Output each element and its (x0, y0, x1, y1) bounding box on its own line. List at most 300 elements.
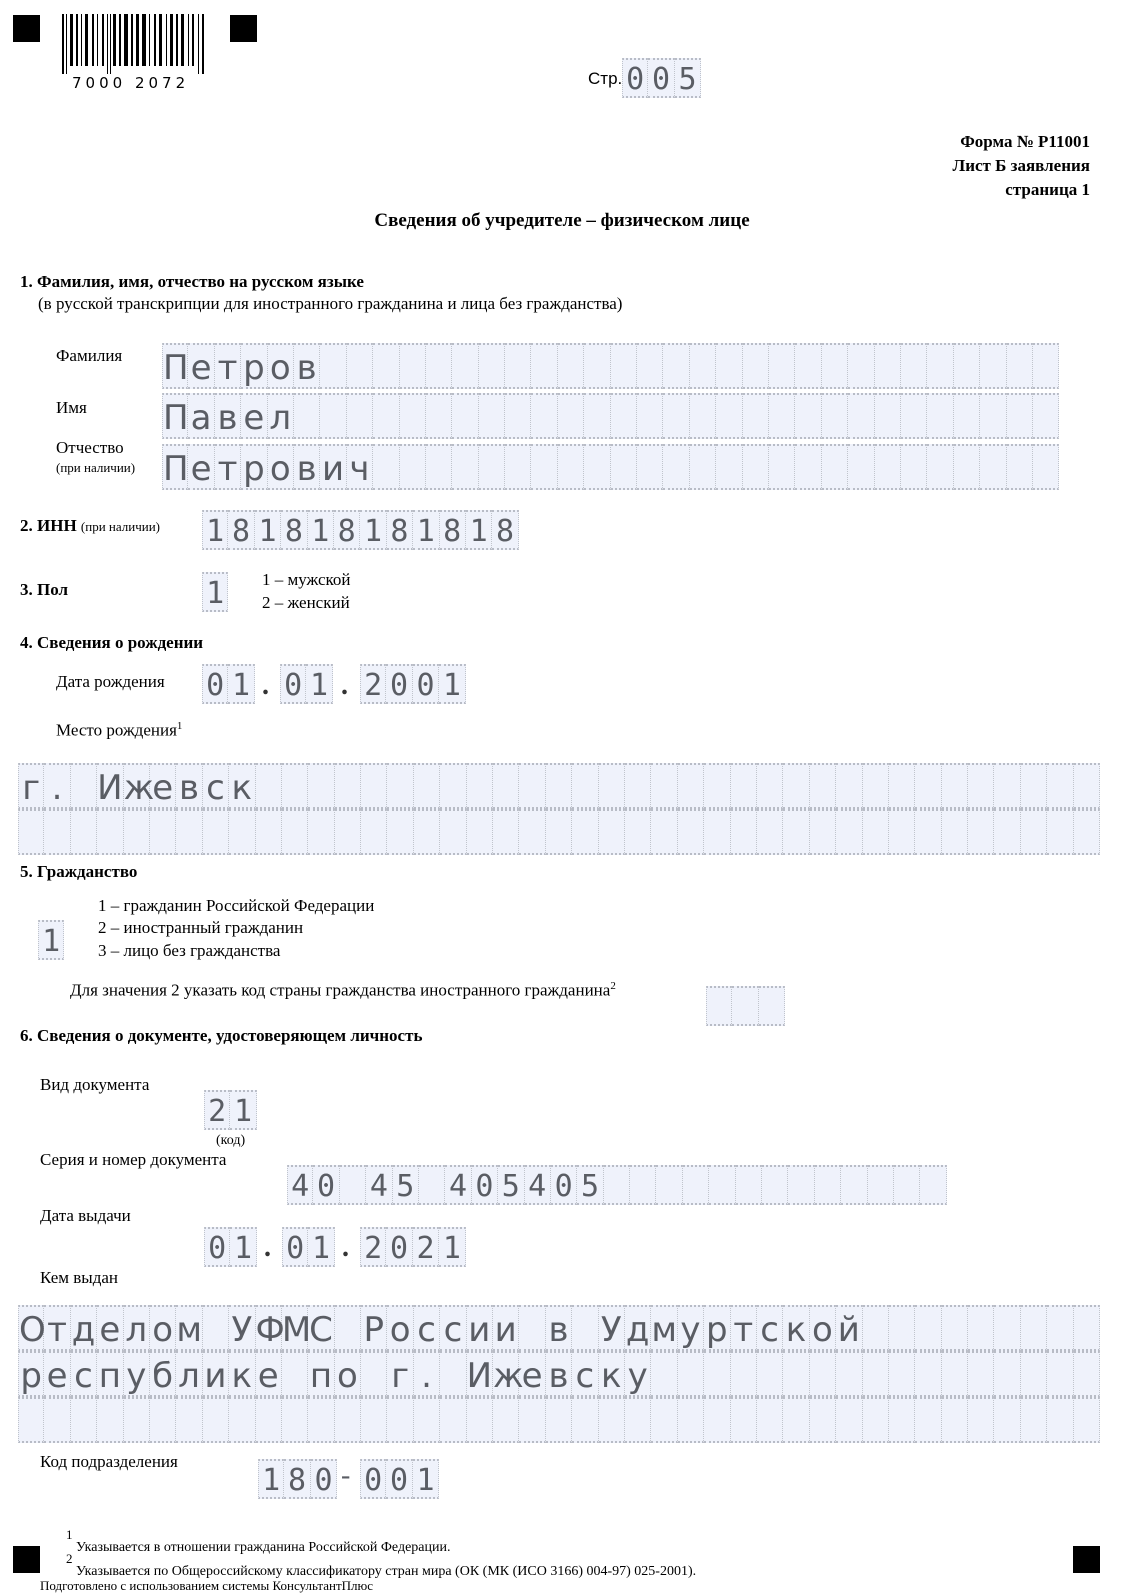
char-cell (320, 343, 346, 389)
char-cell (757, 1397, 783, 1443)
char-cell (757, 1351, 783, 1397)
char-cell: С (308, 1305, 334, 1351)
char-cell: 1 (306, 664, 332, 704)
char-cell: 8 (492, 510, 518, 550)
issue-year-field[interactable] (360, 1227, 466, 1267)
char-cell: 1 (413, 1459, 439, 1499)
char-cell (836, 1397, 862, 1443)
char-cell (479, 393, 505, 439)
char-cell (994, 1305, 1020, 1351)
char-cell: 4 (287, 1165, 313, 1205)
citizenship-option-2: 2 – иностранный гражданин (98, 918, 304, 937)
char-cell (256, 1397, 282, 1443)
char-cell: ж (124, 763, 150, 809)
char-cell: и (493, 1305, 519, 1351)
char-cell (920, 1165, 946, 1205)
char-cell (387, 809, 413, 855)
char-cell (1074, 809, 1100, 855)
char-cell: 1 (230, 1227, 256, 1267)
char-cell (361, 1351, 387, 1397)
char-cell (531, 444, 557, 490)
char-cell (611, 444, 637, 490)
char-cell: У (229, 1305, 255, 1351)
char-cell (387, 763, 413, 809)
char-cell: в (294, 444, 320, 490)
section-5-heading: 5. Гражданство (20, 862, 138, 881)
country-code-label: Для значения 2 указать код страны гражданства иностранного гражданина$^2$ (70, 980, 616, 1000)
char-cell: 2 (204, 1090, 230, 1130)
char-cell (1033, 444, 1059, 490)
char-cell (637, 343, 663, 389)
char-cell: 1 (38, 920, 64, 960)
char-cell (875, 393, 901, 439)
char-cell (678, 809, 704, 855)
char-cell (479, 343, 505, 389)
char-cell: 0 (472, 1165, 498, 1205)
char-cell: к (229, 1351, 255, 1397)
char-cell: т (44, 1305, 70, 1351)
char-cell (625, 1397, 651, 1443)
char-cell (868, 1165, 894, 1205)
name-label: Имя (56, 398, 87, 417)
char-cell: 0 (413, 664, 439, 704)
char-cell (426, 393, 452, 439)
char-cell (1021, 1351, 1047, 1397)
doc-type-field[interactable] (204, 1090, 257, 1130)
char-cell (889, 763, 915, 809)
char-cell (968, 809, 994, 855)
char-cell (467, 1397, 493, 1443)
char-cell (795, 343, 821, 389)
char-cell: И (97, 763, 123, 809)
surname-label: Фамилия (56, 346, 123, 365)
char-cell: с (203, 763, 229, 809)
char-cell (519, 809, 545, 855)
char-cell: 0 (311, 1459, 337, 1499)
char-cell (757, 763, 783, 809)
char-cell (769, 393, 795, 439)
char-cell: 8 (440, 510, 466, 550)
char-cell: 0 (386, 664, 412, 704)
char-cell: с (71, 1351, 97, 1397)
char-cell (1007, 444, 1033, 490)
gender-option-2: 2 – женский (262, 593, 350, 612)
char-cell (467, 763, 493, 809)
surname-field[interactable] (162, 343, 1059, 389)
char-cell (822, 343, 848, 389)
char-cell (810, 809, 836, 855)
char-cell (400, 444, 426, 490)
char-cell (1074, 763, 1100, 809)
char-cell (716, 444, 742, 490)
char-cell (44, 809, 70, 855)
issued-by-line-2[interactable] (18, 1351, 1100, 1397)
char-cell (572, 809, 598, 855)
char-cell (783, 1397, 809, 1443)
char-cell (731, 1397, 757, 1443)
corner-marker-top-right (230, 15, 257, 42)
char-cell (663, 343, 689, 389)
char-cell (572, 1305, 598, 1351)
char-cell (419, 1165, 445, 1205)
char-cell (875, 343, 901, 389)
issue-day-field[interactable] (204, 1227, 257, 1267)
char-cell: . (414, 1351, 440, 1397)
char-cell (97, 809, 123, 855)
char-cell: е (256, 1351, 282, 1397)
section-2-heading (20, 516, 160, 536)
char-cell (690, 343, 716, 389)
char-cell (584, 444, 610, 490)
char-cell (1047, 1305, 1073, 1351)
char-cell (848, 343, 874, 389)
char-cell (762, 1165, 788, 1205)
char-cell: Р (361, 1305, 387, 1351)
char-cell (335, 1305, 361, 1351)
barcode-icon (62, 14, 208, 74)
char-cell: в (546, 1351, 572, 1397)
char-cell (769, 444, 795, 490)
char-cell: 0 (551, 1165, 577, 1205)
char-cell: т (215, 343, 241, 389)
char-cell (927, 393, 953, 439)
footnote-2: Указывается по Общероссийскому классификатору стран мира (ОК (МК (ИСО 3166) 004-97) 025-2001). (76, 1564, 697, 1579)
char-cell (572, 763, 598, 809)
char-cell (757, 809, 783, 855)
char-cell (505, 343, 531, 389)
char-cell (706, 986, 732, 1026)
char-cell: а (188, 393, 214, 439)
char-cell (546, 809, 572, 855)
char-cell (836, 763, 862, 809)
patronymic-field[interactable] (162, 444, 1059, 490)
citizenship-option-1: 1 – гражданин Российской Федерации (98, 896, 375, 915)
char-cell: 4 (445, 1165, 471, 1205)
char-cell: т (731, 1305, 757, 1351)
char-cell: 8 (334, 510, 360, 550)
char-cell (704, 1397, 730, 1443)
char-cell (599, 1397, 625, 1443)
char-cell: о (150, 1305, 176, 1351)
gender-field[interactable] (202, 572, 228, 612)
char-cell: м (651, 1305, 677, 1351)
char-cell (915, 809, 941, 855)
division-code-separator: - (341, 1460, 351, 1491)
char-cell: в (176, 763, 202, 809)
char-cell (452, 444, 478, 490)
char-cell (863, 809, 889, 855)
char-cell (625, 809, 651, 855)
char-cell (1021, 809, 1047, 855)
section-1-subheading: (в русской транскрипции для иностранного гражданина и лица без гражданства) (38, 294, 623, 313)
char-cell (731, 809, 757, 855)
char-cell (863, 763, 889, 809)
char-cell (759, 986, 785, 1026)
char-cell (848, 444, 874, 490)
char-cell (229, 809, 255, 855)
char-cell: П (162, 343, 188, 389)
char-cell: у (678, 1305, 704, 1351)
char-cell: л (124, 1305, 150, 1351)
issued-by-line-1[interactable] (18, 1305, 1100, 1351)
char-cell (716, 393, 742, 439)
char-cell (505, 393, 531, 439)
char-cell (1021, 1397, 1047, 1443)
char-cell (18, 809, 44, 855)
char-cell (637, 393, 663, 439)
char-cell: е (188, 343, 214, 389)
char-cell (625, 763, 651, 809)
division-code-part-1[interactable] (258, 1459, 337, 1499)
char-cell (942, 1397, 968, 1443)
char-cell (968, 763, 994, 809)
char-cell: 5 (498, 1165, 524, 1205)
char-cell: 1 (439, 1227, 465, 1267)
char-cell: с (440, 1305, 466, 1351)
char-cell (743, 393, 769, 439)
char-cell (942, 763, 968, 809)
char-cell: к (599, 1351, 625, 1397)
char-cell (440, 1397, 466, 1443)
char-cell: 8 (228, 510, 254, 550)
char-cell (282, 1351, 308, 1397)
char-cell (651, 1397, 677, 1443)
issued-by-line-3[interactable] (18, 1397, 1100, 1443)
char-cell: ч (347, 444, 373, 490)
series-label: Серия и номер документа (40, 1150, 227, 1169)
page-digit: 0 (622, 58, 648, 98)
char-cell (611, 393, 637, 439)
country-code-field[interactable] (706, 986, 785, 1026)
patronymic-note: (при наличии) (56, 460, 136, 475)
char-cell (795, 393, 821, 439)
char-cell (901, 393, 927, 439)
char-cell: с (572, 1351, 598, 1397)
birth-year-field[interactable] (360, 664, 466, 704)
char-cell (373, 393, 399, 439)
char-cell: 1 (308, 1227, 334, 1267)
char-cell (915, 763, 941, 809)
char-cell (954, 444, 980, 490)
char-cell (124, 809, 150, 855)
char-cell (1033, 393, 1059, 439)
char-cell: к (229, 763, 255, 809)
section-4-heading: 4. Сведения о рождении (20, 633, 204, 652)
char-cell (531, 343, 557, 389)
char-cell (651, 763, 677, 809)
footnote-1: Указывается в отношении гражданина Российской Федерации. (76, 1540, 451, 1555)
char-cell (980, 444, 1006, 490)
footnote-ref: 2 (610, 980, 616, 992)
char-cell (505, 444, 531, 490)
citizenship-field[interactable] (38, 920, 64, 960)
char-cell (841, 1165, 867, 1205)
char-cell: о (335, 1351, 361, 1397)
char-cell (1047, 1351, 1073, 1397)
char-cell (927, 444, 953, 490)
char-cell (656, 1165, 682, 1205)
char-cell (584, 343, 610, 389)
char-cell (1021, 763, 1047, 809)
char-cell (282, 1397, 308, 1443)
char-cell (690, 444, 716, 490)
char-cell: в (215, 393, 241, 439)
char-cell: О (18, 1305, 44, 1351)
char-cell (18, 1397, 44, 1443)
page-digit: 0 (648, 58, 674, 98)
char-cell (519, 763, 545, 809)
section-1-heading: 1. Фамилия, имя, отчество на русском языке (20, 272, 364, 291)
char-cell (683, 1165, 709, 1205)
prepared-by: Подготовлено с использованием системы КонсультантПлюс (40, 1578, 374, 1593)
char-cell (572, 1397, 598, 1443)
inn-note: (при наличии) (80, 519, 160, 534)
name-field[interactable] (162, 393, 1059, 439)
char-cell: д (71, 1305, 97, 1351)
char-cell: 1 (439, 664, 465, 704)
form-page: страница 1 (1005, 180, 1090, 199)
char-cell: в (546, 1305, 572, 1351)
char-cell (294, 393, 320, 439)
char-cell (493, 763, 519, 809)
birth-month-field[interactable] (280, 664, 333, 704)
char-cell: 8 (387, 510, 413, 550)
char-cell: П (162, 444, 188, 490)
char-cell: о (268, 343, 294, 389)
char-cell (361, 809, 387, 855)
char-cell: 1 (255, 510, 281, 550)
doc-type-note: (код) (216, 1133, 246, 1148)
char-cell (927, 343, 953, 389)
char-cell (716, 343, 742, 389)
footnote-number: 2 (66, 1551, 73, 1566)
char-cell: И (467, 1351, 493, 1397)
char-cell (150, 809, 176, 855)
char-cell (863, 1397, 889, 1443)
char-cell (980, 393, 1006, 439)
char-cell (452, 343, 478, 389)
char-cell (822, 444, 848, 490)
char-cell: 1 (308, 510, 334, 550)
char-cell (203, 809, 229, 855)
char-cell (308, 809, 334, 855)
footnote-ref: 1 (176, 720, 183, 732)
char-cell (373, 343, 399, 389)
char-cell: и (467, 1305, 493, 1351)
char-cell: ж (493, 1351, 519, 1397)
char-cell (479, 444, 505, 490)
char-cell (519, 1397, 545, 1443)
page-label: Стр. (588, 69, 623, 88)
char-cell (954, 343, 980, 389)
char-cell (875, 444, 901, 490)
char-cell (704, 1351, 730, 1397)
char-cell (256, 763, 282, 809)
char-cell: 1 (413, 510, 439, 550)
char-cell (795, 444, 821, 490)
char-cell (743, 444, 769, 490)
date-separator: . (342, 1232, 349, 1263)
char-cell (44, 1397, 70, 1443)
date-separator: . (264, 1232, 271, 1263)
char-cell (889, 809, 915, 855)
char-cell: 2 (360, 1227, 386, 1267)
char-cell (783, 809, 809, 855)
char-cell (604, 1165, 630, 1205)
char-cell (663, 444, 689, 490)
char-cell (414, 1397, 440, 1443)
char-cell (1074, 1305, 1100, 1351)
char-cell (308, 1397, 334, 1443)
char-cell: 5 (577, 1165, 603, 1205)
char-cell (788, 1165, 814, 1205)
char-cell: о (268, 444, 294, 490)
char-cell: е (188, 444, 214, 490)
page-number-field (622, 58, 701, 98)
char-cell: 4 (525, 1165, 551, 1205)
char-cell: 4 (366, 1165, 392, 1205)
char-cell: . (44, 763, 70, 809)
char-cell: 5 (393, 1165, 419, 1205)
char-cell (1021, 1305, 1047, 1351)
inn-field[interactable] (202, 510, 519, 550)
series-number-field[interactable] (287, 1165, 947, 1205)
form-id (953, 130, 1090, 202)
char-cell: 1 (230, 1090, 256, 1130)
char-cell: р (241, 343, 267, 389)
char-cell (373, 444, 399, 490)
char-cell: п (308, 1351, 334, 1397)
char-cell: Ф (256, 1305, 282, 1351)
char-cell: 0 (204, 1227, 230, 1267)
char-cell: 0 (386, 1227, 412, 1267)
char-cell: г (387, 1351, 413, 1397)
birth-day-field[interactable] (202, 664, 255, 704)
inn-label: 2. ИНН (20, 516, 77, 535)
char-cell (1007, 343, 1033, 389)
char-cell (810, 763, 836, 809)
birth-place-line-2[interactable] (18, 809, 1100, 855)
char-cell (690, 393, 716, 439)
char-cell (1007, 393, 1033, 439)
char-cell: о (387, 1305, 413, 1351)
char-cell (519, 1305, 545, 1351)
char-cell: д (625, 1305, 651, 1351)
birth-date-label: Дата рождения (56, 672, 165, 691)
char-cell (994, 763, 1020, 809)
issue-month-field[interactable] (282, 1227, 335, 1267)
corner-marker-bottom-left (13, 1546, 40, 1573)
char-cell (426, 444, 452, 490)
char-cell: П (162, 393, 188, 439)
char-cell (731, 763, 757, 809)
char-cell (493, 1397, 519, 1443)
char-cell (783, 1351, 809, 1397)
char-cell: е (97, 1305, 123, 1351)
char-cell (731, 1351, 757, 1397)
char-cell: 0 (360, 1459, 386, 1499)
char-cell (678, 1397, 704, 1443)
char-cell (651, 809, 677, 855)
division-code-part-2[interactable] (360, 1459, 439, 1499)
char-cell: м (176, 1305, 202, 1351)
char-cell (709, 1165, 735, 1205)
birth-place-line-1[interactable] (18, 763, 1100, 809)
char-cell (229, 1397, 255, 1443)
char-cell (546, 1397, 572, 1443)
char-cell (915, 1397, 941, 1443)
char-cell: 0 (313, 1165, 339, 1205)
